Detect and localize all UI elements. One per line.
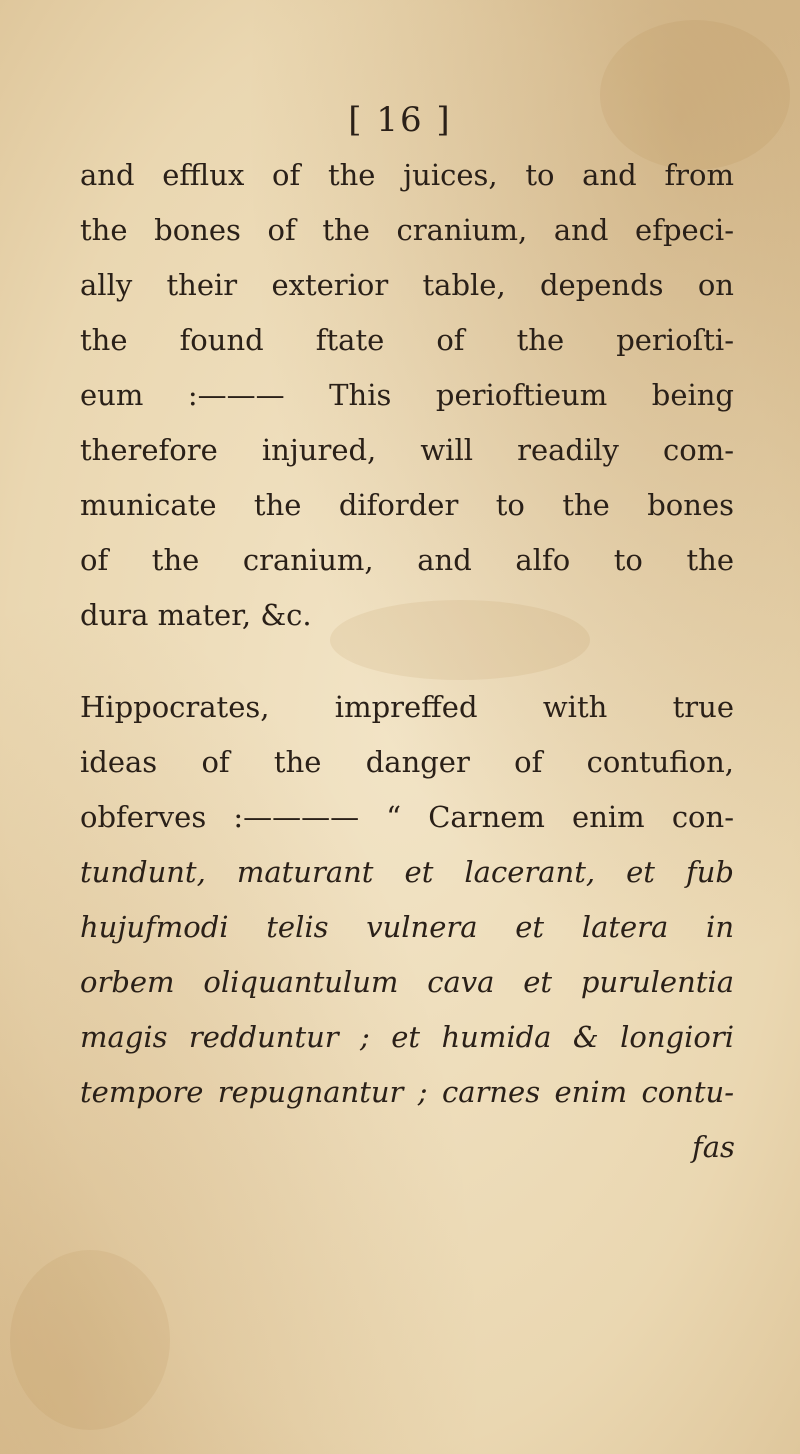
text-line: ally their exterior table, depends on — [80, 268, 734, 302]
text-line: ideas of the danger of contufion, — [80, 745, 734, 779]
latin-text-line: orbem oliquantulum cava et purulentia — [80, 965, 734, 999]
text-line: of the cranium, and alfo to the — [80, 543, 734, 577]
latin-text-line: hujufmodi telis vulnera et latera in — [80, 910, 734, 944]
catchword: fas — [692, 1130, 735, 1164]
latin-text-line: magis redduntur ; et humida & longiori — [80, 1020, 734, 1054]
text-line: municate the diforder to the bones — [80, 488, 734, 522]
text-line: therefore injured, will readily com- — [80, 433, 734, 467]
latin-text-line: tundunt, maturant et lacerant, et fub — [80, 855, 734, 889]
text-line: the bones of the cranium, and efpeci- — [80, 213, 734, 247]
latin-text-line: tempore repugnantur ; carnes enim contu- — [80, 1075, 734, 1109]
paper-stain — [600, 20, 790, 170]
text-line: the found ftate of the perioſti- — [80, 323, 734, 357]
paper-stain — [10, 1250, 170, 1430]
page-number-header: [ 16 ] — [348, 100, 452, 140]
text-line: and efflux of the juices, to and from — [80, 158, 734, 192]
text-line: dura mater, &c. — [80, 598, 312, 632]
text-line: obferves :———— “ Carnem enim con- — [80, 800, 734, 834]
text-line: eum :——— This perioftieum being — [80, 378, 734, 412]
text-line: Hippocrates, impreffed with true — [80, 690, 734, 724]
